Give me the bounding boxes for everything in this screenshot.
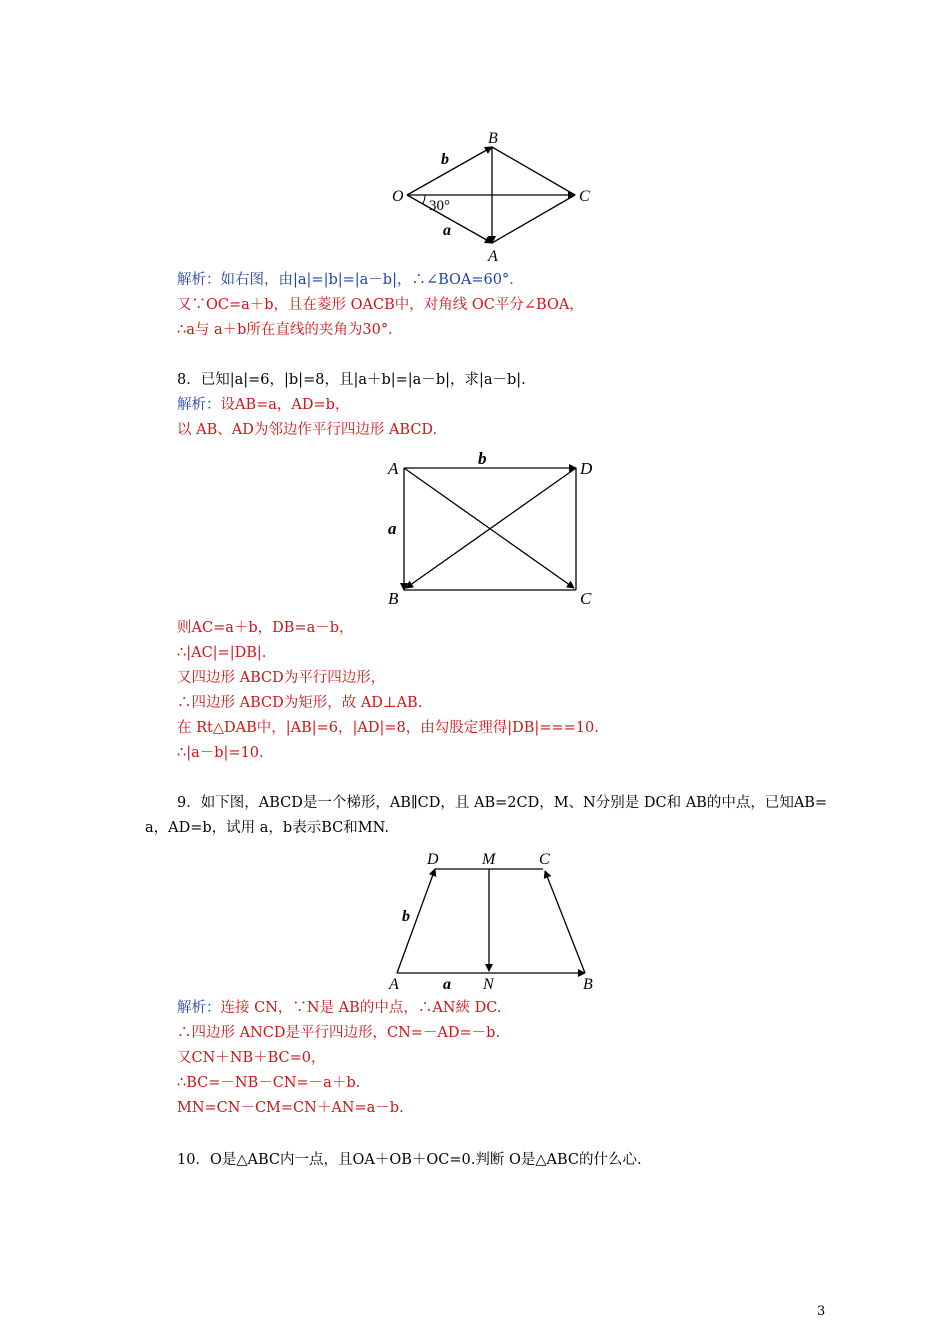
q8-solution-line2: 以 AB、AD为邻边作平行四边形 ABCD. (177, 422, 438, 438)
label-D: D (427, 851, 439, 868)
vector-ac (404, 468, 574, 588)
label-A: A (488, 248, 498, 265)
q9-solution-line1 (177, 998, 501, 1018)
sol7-line1 (177, 270, 524, 290)
q9-step3: 又CN＋NB＋BC=0， (177, 1050, 326, 1066)
label-M: M (482, 851, 496, 868)
label-B: B (583, 976, 593, 993)
label-O: O (392, 188, 404, 205)
vector-db (406, 468, 576, 588)
label-B: B (388, 589, 399, 608)
label-C: C (539, 851, 550, 868)
label-A: A (388, 459, 399, 478)
side-bc (492, 147, 575, 195)
sol7-text1: 如右图，由|a|=|b|=|a－b|，∴∠BOA=60°． (220, 272, 524, 288)
q8-step4: ∴四边形 ABCD为矩形，故 AD⊥AB. (177, 695, 423, 711)
q9-step2: ∴四边形 ANCD是平行四边形，CN=－AD=－b. (177, 1025, 501, 1041)
question-8: 8．已知|a|=6，|b|=8，且|a＋b|=|a－b|，求|a－b|. (177, 372, 526, 388)
label-C: C (580, 589, 592, 608)
q8-step2: ∴|AC|=|DB|. (177, 645, 267, 661)
vector-ob (407, 147, 492, 195)
label-C: C (579, 188, 590, 205)
q9-step5: MN=CN－CM=CN＋AN=a－b. (177, 1100, 404, 1116)
q9-text1: 连接 CN，∵N是 AB的中点，∴AN綊 DC. (220, 1000, 502, 1016)
label-angle: 30° (429, 198, 450, 214)
sol7-line2: 又∵OC=a＋b，且在菱形 OACB中，对角线 OC平分∠BOA， (177, 297, 584, 313)
rhombus-figure (385, 125, 600, 265)
label-D: D (580, 459, 593, 478)
side-ac (492, 195, 575, 243)
label-b: b (478, 450, 487, 468)
analysis-label: 解析： (177, 272, 221, 288)
sol7-line3: ∴a与 a＋b所在直线的夹角为30°． (177, 322, 403, 338)
q8-step6: ∴|a－b|=10. (177, 745, 264, 761)
label-a: a (443, 976, 451, 993)
angle-arc (423, 195, 425, 204)
label-a: a (443, 222, 451, 239)
question-9-line1: 9．如下图，ABCD是一个梯形，AB∥CD，且 AB=2CD，M、N分别是 DC和 AB的中点，已知AB= (177, 795, 828, 811)
analysis-label: 解析： (177, 397, 221, 413)
q8-step1: 则AC=a＋b，DB=a－b， (177, 620, 354, 636)
trapezoid-figure (385, 848, 600, 993)
analysis-label: 解析： (177, 1000, 221, 1016)
q8-step3: 又四边形 ABCD为平行四边形， (177, 670, 386, 686)
q8-text1: 设AB=a，AD=b， (220, 397, 350, 413)
page-number: 3 (817, 1304, 826, 1319)
label-a: a (388, 519, 397, 538)
q8-solution-line1 (177, 395, 349, 415)
label-A: A (389, 976, 399, 993)
label-N: N (483, 976, 494, 993)
q8-step5: 在 Rt△DAB中，|AB|=6，|AD|=8，由勾股定理得|DB|===10. (177, 720, 599, 736)
q9-step4: ∴BC=－NB－CN=－a＋b. (177, 1075, 361, 1091)
label-b: b (402, 908, 410, 925)
rectangle-figure (380, 450, 605, 610)
question-9-line2: a，AD=b，试用 a，b表示BC和MN. (145, 820, 389, 836)
question-10: 10．O是△ABC内一点，且OA＋OB＋OC=0.判断 O是△ABC的什么心. (177, 1152, 642, 1168)
label-B: B (488, 130, 498, 147)
label-b: b (441, 151, 449, 168)
vector-bc (545, 871, 585, 973)
